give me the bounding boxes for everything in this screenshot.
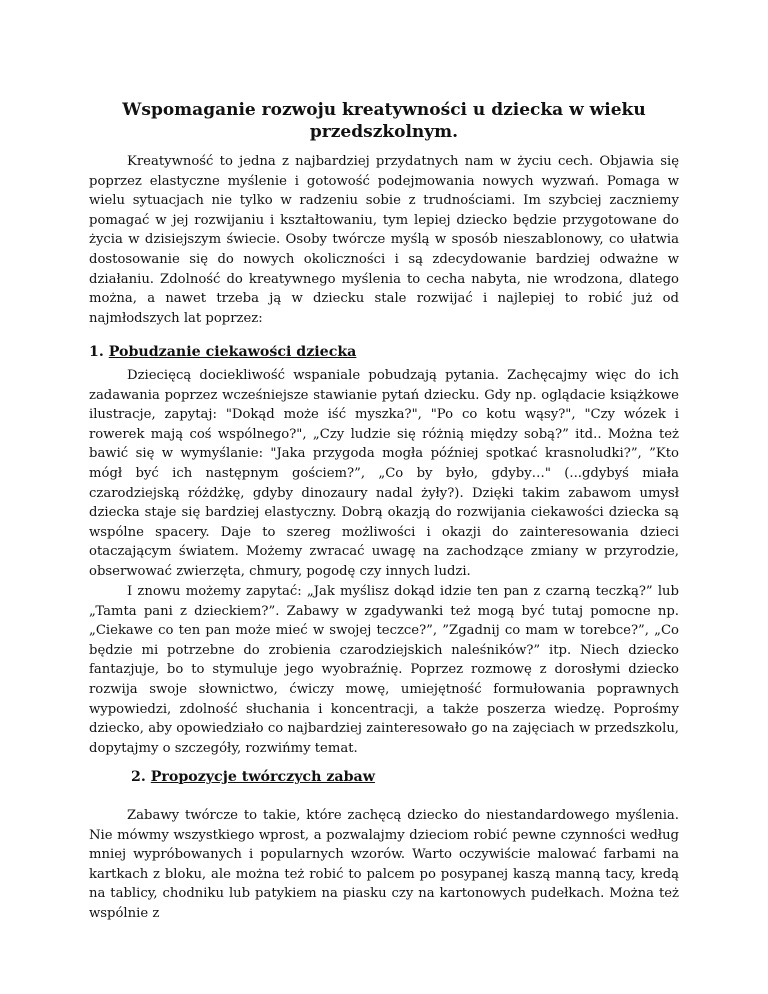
section1-paragraph-1: Dziecięcą dociekliwość wspaniale pobudzają pytania. Zachęcajmy więc do ich zadawania poprzez wcześniejsze stawianie pytań dziecku. Gdy np. oglądacie książkowe ilustracje, zapytaj: "Dokąd może iść myszka?", "Po co kotu wąsy?", "Czy wózek i rowerek mają coś wspólnego?", „Czy ludzie się różnią między sobą?” itd.. Można też bawić się w wymyślanie: "Jaka przygoda mogła później spotkać krasnoludki?”, ”Kto mógł być ich następnym gościem?”, „Co by było, gdyby…" (...gdybyś miała czarodziejską różdżkę, gdyby dinozaury nadal żyły?). Dzięki takim zabawom umysł dziecka staje się bardziej elastyczny. Dobrą okazją do rozwijania ciekawości dziecka są wspólne spacery. Daje to szereg możliwości i okazji do zainteresowania dzieci otaczającym światem. Możemy zwracać uwagę na zachodzące zmiany w przyrodzie, obserwować zwierzęta, chmury, pogodę czy innych ludzi. (89, 368, 679, 579)
section1-title: Pobudzanie ciekawości dziecka (108, 344, 357, 360)
section2-title: Propozycje twórczych zabaw (150, 769, 375, 785)
section1-heading (89, 342, 356, 362)
intro-paragraph: Kreatywność to jedna z najbardziej przydatnych nam w życiu cech. Objawia się poprzez elastyczne myślenie i gotowość podejmowania nowych wyzwań. Pomaga w wielu sytuacjach nie tylko w radzeniu sobie z trudnościami. Im szybciej zaczniemy pomagać w jej rozwijaniu i kształtowaniu, tym lepiej dziecko będzie przygotowane do życia w dzisiejszym świecie. Osoby twórcze myślą w sposób nieszablonowy, co ułatwia dostosowanie się do nowych okoliczności i są zdecydowanie bardziej odważne w działaniu. Zdolność do kreatywnego myślenia to cecha nabyta, nie wrodzona, dlatego można, a nawet trzeba ją w dziecku stale rozwijać i najlepiej to robić już od najmłodszych lat poprzez: (89, 154, 679, 326)
section2-paragraph-1: Zabawy twórcze to takie, które zachęcą dziecko do niestandardowego myślenia. Nie mówmy wszystkiego wprost, a pozwalajmy dzieciom robić pewne czynności według mniej wypróbowanych i popularnych wzorów. Warto oczywiście malować farbami na kartkach z bloku, ale można też robić to palcem po posypanej kaszą manną tacy, kredą na tablicy, chodniku lub patykiem na piasku czy na kartonowych pudełkach. Można też wspólnie z (89, 808, 679, 921)
section1-number: 1. (89, 344, 104, 360)
section2-number: 2. (131, 769, 146, 785)
document-title: Wspomaganie rozwoju kreatywności u dziecka w wieku przedszkolnym. (122, 100, 646, 142)
section2-heading (131, 767, 375, 787)
section1-paragraph-2: I znowu możemy zapytać: „Jak myślisz dokąd idzie ten pan z czarną teczką?” lub „Tamta pani z dzieckiem?”. Zabawy w zgadywanki też mogą być tutaj pomocne np. „Ciekawe co ten pan może mieć w swojej teczce?”, ”Zgadnij co mam w torebce?”, „Co będzie mi potrzebne do zrobienia czarodziejskich naleśników?” itp. Niech dziecko fantazjuje, bo to stymuluje jego wyobraźnię. Poprzez rozmowę z dorosłymi dziecko rozwija swoje słownictwo, ćwiczy mowę, umiejętność formułowania poprawnych wypowiedzi, zdolność słuchania i koncentracji, a także poszerza wiedzę. Poprośmy dziecko, aby opowiedziało co najbardziej zainteresowało go na zajęciach w przedszkolu, dopytajmy o szczegóły, rozwińmy temat. (89, 584, 679, 756)
